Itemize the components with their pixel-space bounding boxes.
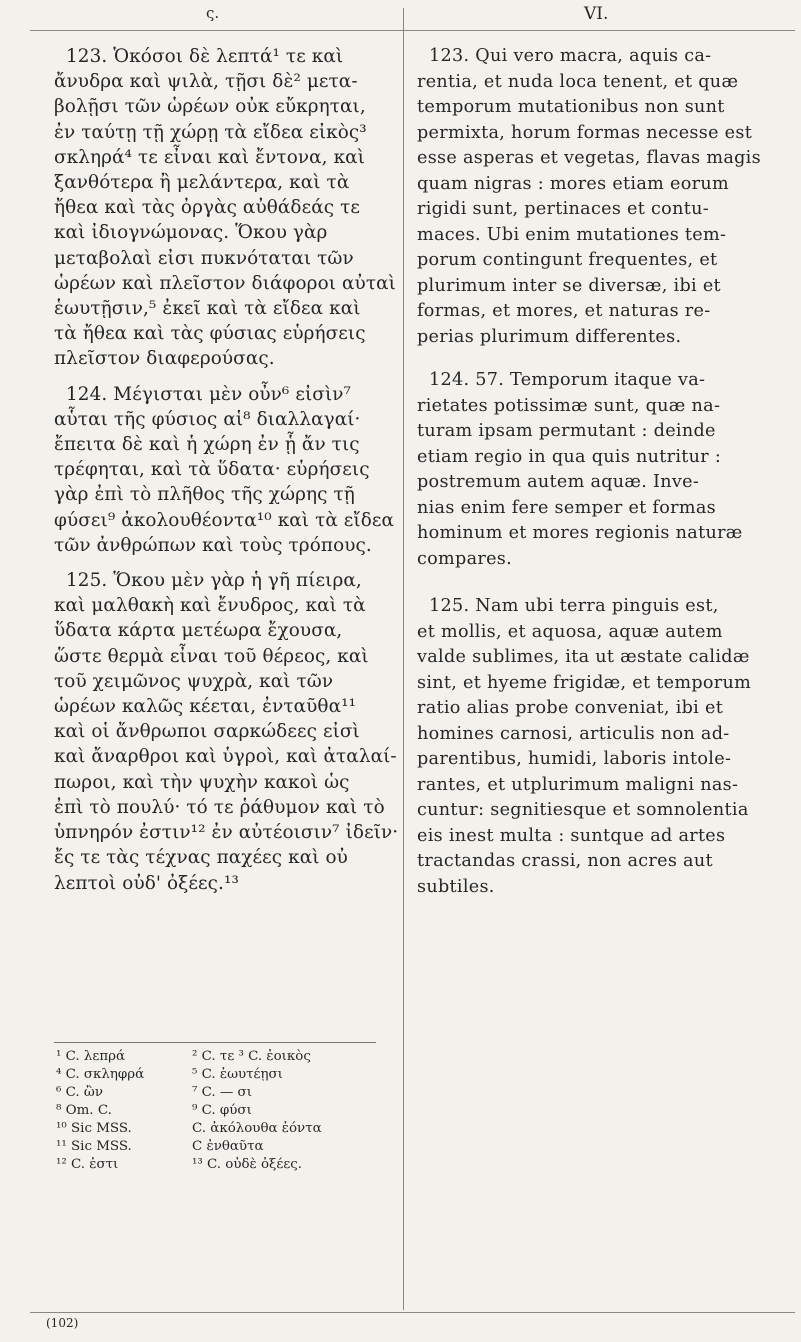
text-line: postremum autem aquæ. Inve- xyxy=(417,472,700,492)
text-line: formas, et mores, et naturas re- xyxy=(417,301,711,321)
footnote-entry: ⁵ C. ἑωυτέῃσι xyxy=(192,1067,283,1082)
text-line: 125. Nam ubi terra pinguis est, xyxy=(429,596,719,616)
text-line: 123. Qui vero macra, aquis ca- xyxy=(429,46,712,66)
text-line: valde sublimes, ita ut æstate calidæ xyxy=(417,647,750,667)
greek-paragraph-125 xyxy=(54,568,399,896)
text-line: etiam regio in qua quis nutritur : xyxy=(417,446,722,467)
text-line: γὰρ ἐπὶ τὸ πλῆθος τῆς χώρης τῇ xyxy=(54,484,355,506)
text-line: ξανθότερα ἢ μελάντερα, καὶ τὰ xyxy=(54,172,350,194)
footnote-rule xyxy=(54,1042,376,1043)
text-line: temporum mutationibus non sunt xyxy=(417,97,725,117)
bottom-rule xyxy=(30,1312,795,1313)
footnote-entry: ¹² C. ἐστι xyxy=(56,1157,119,1172)
text-line: ἔπειτα δὲ καὶ ἡ χώρη ἐν ᾗ ἄν τις xyxy=(54,434,360,456)
text-line: sint, et hyeme frigidæ, et temporum xyxy=(417,672,752,693)
text-line: ἔς τε τὰς τέχνας παχέες καὶ οὐ xyxy=(54,847,348,869)
text-line: 124. 57. Temporum itaque va- xyxy=(429,370,706,390)
text-line: porum contingunt frequentes, et xyxy=(417,250,718,270)
footnote-row xyxy=(56,1066,386,1084)
text-line: rietates potissimæ sunt, quæ na- xyxy=(417,395,721,416)
text-line: βολῇσι τῶν ὡρέων οὐκ εὔκρηται, xyxy=(54,96,366,118)
footnote-entry: C. ἀκόλουθα ἐόντα xyxy=(192,1121,322,1136)
footnote-row xyxy=(56,1048,386,1066)
text-line: καὶ ἰδιογνώμονας. Ὅκου γὰρ xyxy=(54,222,328,244)
text-line: turam ipsam permutant : deinde xyxy=(417,421,716,441)
footnote-entry: ² C. τε ³ C. ἐοικὸς xyxy=(192,1049,311,1064)
greek-page-number: ς. xyxy=(206,4,220,22)
footnotes xyxy=(56,1048,386,1174)
footnote-entry: ⁸ Om. C. xyxy=(56,1103,112,1118)
text-line: σκληρά⁴ τε εἶναι καὶ ἔντονα, καὶ xyxy=(54,146,365,168)
text-line: τοῦ χειμῶνος ψυχρὰ, καὶ τῶν xyxy=(54,670,334,692)
text-line: homines carnosi, articulis non ad- xyxy=(417,723,730,744)
greek-paragraph-123 xyxy=(54,44,396,372)
text-line: et mollis, et aquosa, aquæ autem xyxy=(417,621,723,642)
latin-paragraph-125 xyxy=(417,594,787,900)
footnote-row xyxy=(56,1102,386,1120)
footnote-row xyxy=(56,1120,386,1138)
text-line: λεπτοὶ οὐδ' ὀξέες.¹³ xyxy=(54,872,239,894)
footnote-entry: C ἐνθαῦτα xyxy=(192,1139,264,1154)
footnote-row xyxy=(56,1138,386,1156)
text-line: πωροι, καὶ τὴν ψυχὴν κακοὶ ὡς xyxy=(54,771,350,793)
footnote-entry: ⁷ C. — σι xyxy=(192,1085,252,1100)
text-line: ἐπὶ τὸ πουλύ· τό τε ῥάθυμον καὶ τὸ xyxy=(54,796,385,818)
text-line: esse asperas et vegetas, flavas magis xyxy=(417,148,761,168)
text-line: ὕδατα κάρτα μετέωρα ἔχουσα, xyxy=(54,620,343,642)
text-line: ἑωυτῇσιν,⁵ ἐκεῖ καὶ τὰ εἴδεα καὶ xyxy=(54,298,361,320)
text-line: τρέφηται, καὶ τὰ ὕδατα· εὑρήσεις xyxy=(54,459,370,481)
text-line: ἐν ταύτῃ τῇ χώρῃ τὰ εἴδεα εἰκὸς³ xyxy=(54,121,367,143)
text-line: τὰ ἤθεα καὶ τὰς φύσιας εὑρήσεις xyxy=(54,323,366,345)
text-line: parentibus, humidi, laboris intole- xyxy=(417,749,732,769)
greek-paragraph-124 xyxy=(54,382,395,558)
footnote-entry: ¹³ C. οὐδὲ ὀξέες. xyxy=(192,1157,303,1172)
footnote-entry: ¹¹ Sic MSS. xyxy=(56,1139,132,1154)
text-line: ὑπνηρόν ἐστιν¹² ἐν αὐτέοισιν⁷ ἰδεῖν· xyxy=(54,822,399,844)
text-line: ὥστε θερμὰ εἶναι τοῦ θέρεος, καὶ xyxy=(54,645,369,667)
text-line: ὡρέων καλῶς κέεται, ἐνταῦθα¹¹ xyxy=(54,696,357,718)
footnote-entry: ⁹ C. φύσι xyxy=(192,1103,252,1118)
text-line: quam nigras : mores etiam eorum xyxy=(417,173,729,194)
text-line: φύσει⁹ ἀκολουθέοντα¹⁰ καὶ τὰ εἴδεα xyxy=(54,509,395,531)
latin-paragraph-123 xyxy=(417,44,787,350)
text-line: καὶ οἱ ἄνθρωποι σαρκώδεες εἰσὶ xyxy=(54,721,360,743)
text-line: tractandas crassi, non acres aut xyxy=(417,851,713,871)
text-line: subtiles. xyxy=(417,876,495,897)
text-line: rantes, et utplurimum maligni nas- xyxy=(417,774,739,795)
latin-column xyxy=(417,44,787,910)
column-divider xyxy=(403,8,404,1310)
text-line: plurimum inter se diversæ, ibi et xyxy=(417,275,721,296)
footnote-entry: ⁴ C. σκληφρά xyxy=(56,1067,145,1082)
text-line: maces. Ubi enim mutationes tem- xyxy=(417,224,727,245)
text-line: ratio alias probe conveniat, ibi et xyxy=(417,698,724,718)
text-line: καὶ ἄναρθροι καὶ ὑγροὶ, καὶ ἀταλαί- xyxy=(54,746,397,768)
text-line: nias enim fere semper et formas xyxy=(417,497,716,518)
text-line: cuntur: segnitiesque et somnolentia xyxy=(417,800,749,820)
footer-page-number: (102) xyxy=(46,1316,79,1330)
text-line: 125. Ὅκου μὲν γὰρ ἡ γῆ πίειρα, xyxy=(66,570,362,592)
text-line: perias plurimum differentes. xyxy=(417,326,682,347)
text-line: rigidi sunt, pertinaces et contu- xyxy=(417,199,709,219)
text-line: 123. Ὁκόσοι δὲ λεπτά¹ τε καὶ xyxy=(66,46,344,67)
latin-page-number: VI. xyxy=(584,4,609,24)
footnote-row xyxy=(56,1084,386,1102)
latin-paragraph-124 xyxy=(417,368,787,572)
text-line: permixta, horum formas necesse est xyxy=(417,122,753,143)
footnote-entry: ¹⁰ Sic MSS. xyxy=(56,1121,132,1136)
text-line: 124. Μέγισται μὲν οὖν⁶ εἰσὶν⁷ xyxy=(66,383,352,405)
text-line: hominum et mores regionis naturæ xyxy=(417,523,743,543)
text-line: ὡρέων καὶ πλεῖστον διάφοροι αὐταὶ xyxy=(54,272,396,294)
text-line: μεταβολαὶ εἰσι πυκνόταται τῶν xyxy=(54,247,354,269)
text-line: πλεῖστον διαφερούσας. xyxy=(54,348,275,370)
footnote-row xyxy=(56,1156,386,1174)
footnote-entry: ⁶ C. ὢν xyxy=(56,1085,103,1100)
text-line: eis inest multa : suntque ad artes xyxy=(417,825,726,846)
header-rule xyxy=(30,30,795,31)
footnote-entry: ¹ C. λεπρά xyxy=(56,1049,126,1064)
text-line: τῶν ἀνθρώπων καὶ τοὺς τρόπους. xyxy=(54,534,372,556)
greek-column xyxy=(54,44,399,906)
text-line: ἄνυδρα καὶ ψιλὰ, τῇσι δὲ² μετα- xyxy=(54,71,358,93)
text-line: compares. xyxy=(417,548,513,569)
text-line: ἤθεα καὶ τὰς ὀργὰς αὐθάδεάς τε xyxy=(54,197,360,219)
text-line: καὶ μαλθακὴ καὶ ἔνυδρος, καὶ τὰ xyxy=(54,595,366,617)
text-line: αὗται τῆς φύσιος αἱ⁸ διαλλαγαί· xyxy=(54,408,361,430)
text-line: rentia, et nuda loca tenent, et quæ xyxy=(417,71,739,92)
